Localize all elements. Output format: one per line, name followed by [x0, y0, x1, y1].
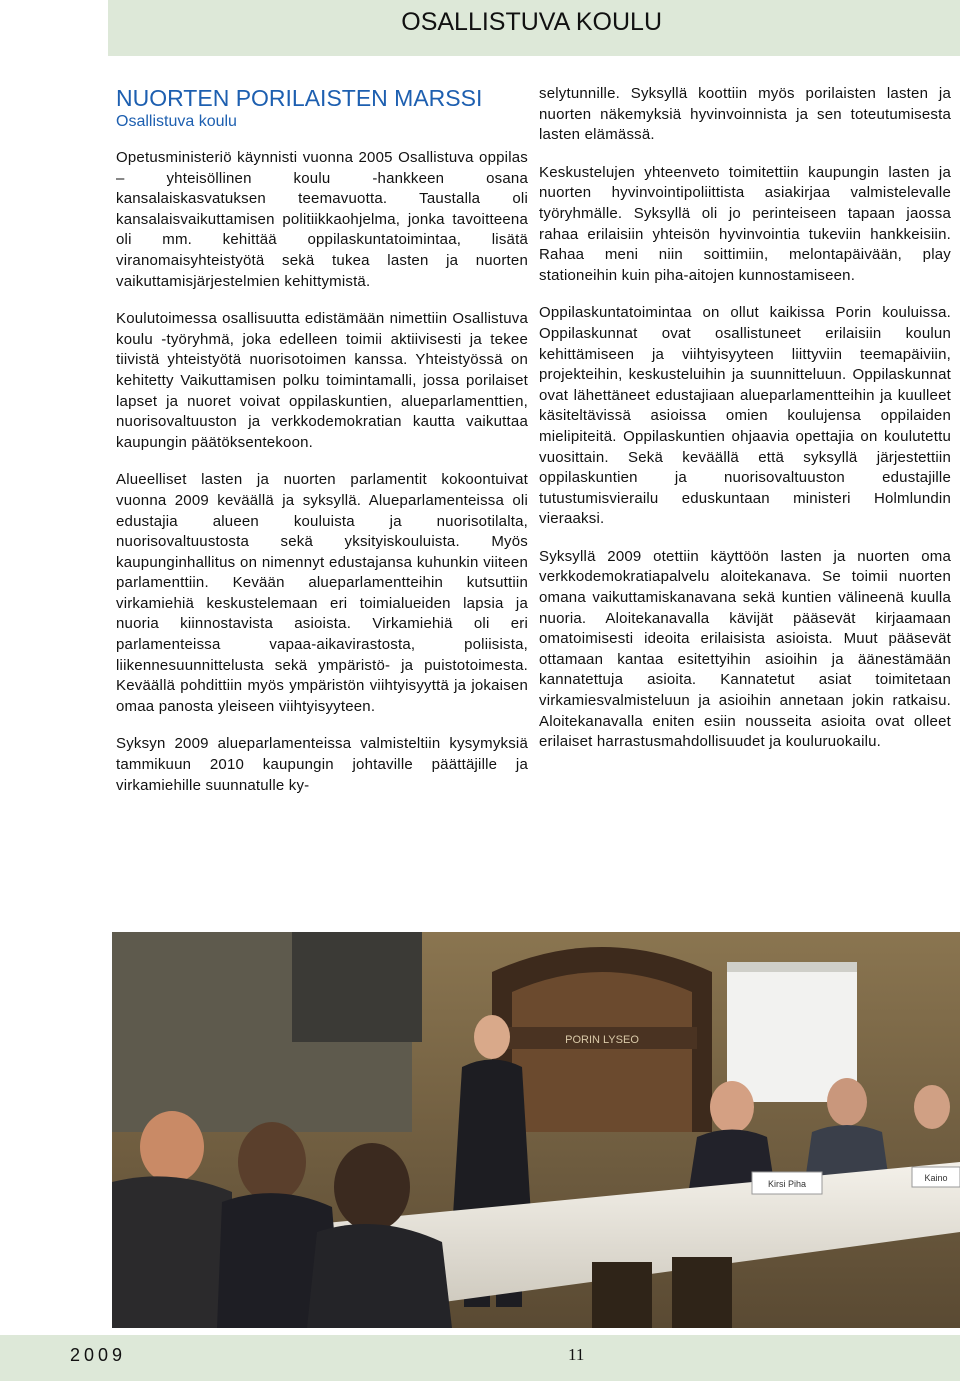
page-number: 11	[568, 1345, 585, 1364]
paragraph: Keskustelujen yhteenveto toimitettiin kaupungin lasten ja nuorten hyvinvointipoliittista asiakirjaa valmistelevalle työryhmälle. Syksyllä oli jo perinteiseen tapaan jaossa rahaa erilaisiin yhteisön hyvinvointia tukeviin hankkeisiin. Rahaa meni niin soittimiin, melontapäivään, play stationeihin kuin piha-aitojen kunnostamiseen.	[539, 163, 951, 284]
paragraph: Opetusministeriö käynnisti vuonna 2005 Osallistuva oppilas – yhteisöllinen koulu -hankkeen osana kansalaiskasvatuksen teemavuotta. Taustalla oli kansalaisvaikuttamisen politiikkaohjelma, jonka tavoitteena oli mm. kehittää oppilaskuntatoimintaa, lisätä viranomaisyhteistyötä sekä tukea lasten ja nuorten vaikuttamisjärjestelmien kehittymistä.	[116, 149, 528, 290]
article-title: NUORTEN PORILAISTEN MARSSI	[116, 85, 483, 111]
footer-year: 2009	[70, 1345, 127, 1365]
photo-banner-text: PORIN LYSEO	[565, 1034, 639, 1046]
paragraph: Oppilaskuntatoimintaa on ollut kaikissa Porin kouluissa. Oppilaskunnat ovat osallistuneet erilaisiin koulun kehittämiseen ja viihtyisyyteen liittyviin teemapäiviin, projekteihin, keskusteluihin ja suunnitteluun. Oppilaskunnat ovat lähettäneet edustajiaan alueparlamentteihin ja kuulleet käsiteltävissä asioissa omien koulujensa oppilaiden mielipiteitä. Oppilaskuntien ohjaavia opettajia on koulutettu vuosittain. Sekä keväällä että syksyllä järjestettiin oppilaskuntien ja nuorisovaltuuston edustajille tutustumisvierailu eduskuntaan ministeri Holmlundin vieraaksi.	[539, 304, 951, 528]
name-card-text: Kaino	[924, 1173, 948, 1183]
paragraph: Alueelliset lasten ja nuorten parlamentit kokoontuivat vuonna 2009 keväällä ja syksyllä. Alueparlamenteissa oli edustajia alueen kouluista ja nuorisotilalta, nuorisovaltuustosta sekä yksityiskouluista. Myös kaupunginhallitus on nimennyt edustajansa kuhunkin viiteen parlamenttiin. Kevään alueparlamentteihin kutsuttiin virkamiehiä keskustelemaan eri toimialueiden lapsia ja nuoria kiinnostavista asioista. Virkamiehiä oli eri parlamenteissa vapaa-aikavirastosta, poliisista, liikennesuunnittelusta sekä ympäristö- ja puistotoimesta. Keväällä pohdittiin myös ympäristön viihtyisyyttä ja jokaisen omaa panosta yleiseen viihtyisyyteen.	[116, 471, 528, 715]
paragraph: Syksyllä 2009 otettiin käyttöön lasten ja nuorten oma verkkodemokratiapalvelu aloitekanava. Se toimii nuorten omana vaikuttamiskanavana sekä kuntien välineenä kuulla nuoria. Aloitekanavalla kävijät pääsevät kirjaamaan omatoimisesti ideoita erilaisista asioista. Muut pääsevät ottamaan kantaa esitettyihin asioihin ja äänestämään kannatettuja asioita. Kannatetut asiat toimitetaan virkamiesvalmisteluun ja asioihin annetaan jokin ratkaisu. Aloitekanavalla eniten esiin nousseita asioita ovat olleet erilaiset harrastusmahdollisuudet ja kouluruokailu.	[539, 547, 951, 751]
article-subtitle: Osallistuva koulu	[116, 113, 237, 130]
paragraph: Syksyn 2009 alueparlamenteissa valmisteltiin kysymyksiä tammikuun 2010 kaupungin johtaville päättäjille ja virkamiehille suunnatulle ky-	[116, 735, 528, 794]
name-card-text: Kirsi Piha	[767, 1179, 807, 1189]
header-band	[108, 0, 960, 56]
paragraph: selytunnille. Syksyllä koottiin myös porilaisten lasten ja nuorten näkemyksiä hyvinvoinnista ja sen toteutumisesta lasten elämässä.	[539, 85, 951, 144]
right-column	[539, 84, 951, 770]
meeting-photo	[112, 932, 960, 1328]
paragraph: Koulutoimessa osallisuutta edistämään nimettiin Osallistuva koulu -työryhmä, joka edelleen toimii aktiivisesti ja tekee tiivistä yhteistyötä nuorisotoimen kanssa. Yhteistyössä on kehitetty Vaikuttamisen polku toimintamalli, jossa porilaiset lapset ja nuoret voivat oppilaskuntien, alueparlamenttien, nuorisovaltuuston ja verkkodemokratian kautta vaikuttaa kaupungin päätöksentekoon.	[116, 310, 528, 451]
left-column	[116, 84, 528, 813]
footer-band	[0, 1335, 960, 1381]
section-title: OSALLISTUVA KOULU	[401, 8, 662, 36]
meeting-photo-illustration	[112, 932, 960, 1328]
